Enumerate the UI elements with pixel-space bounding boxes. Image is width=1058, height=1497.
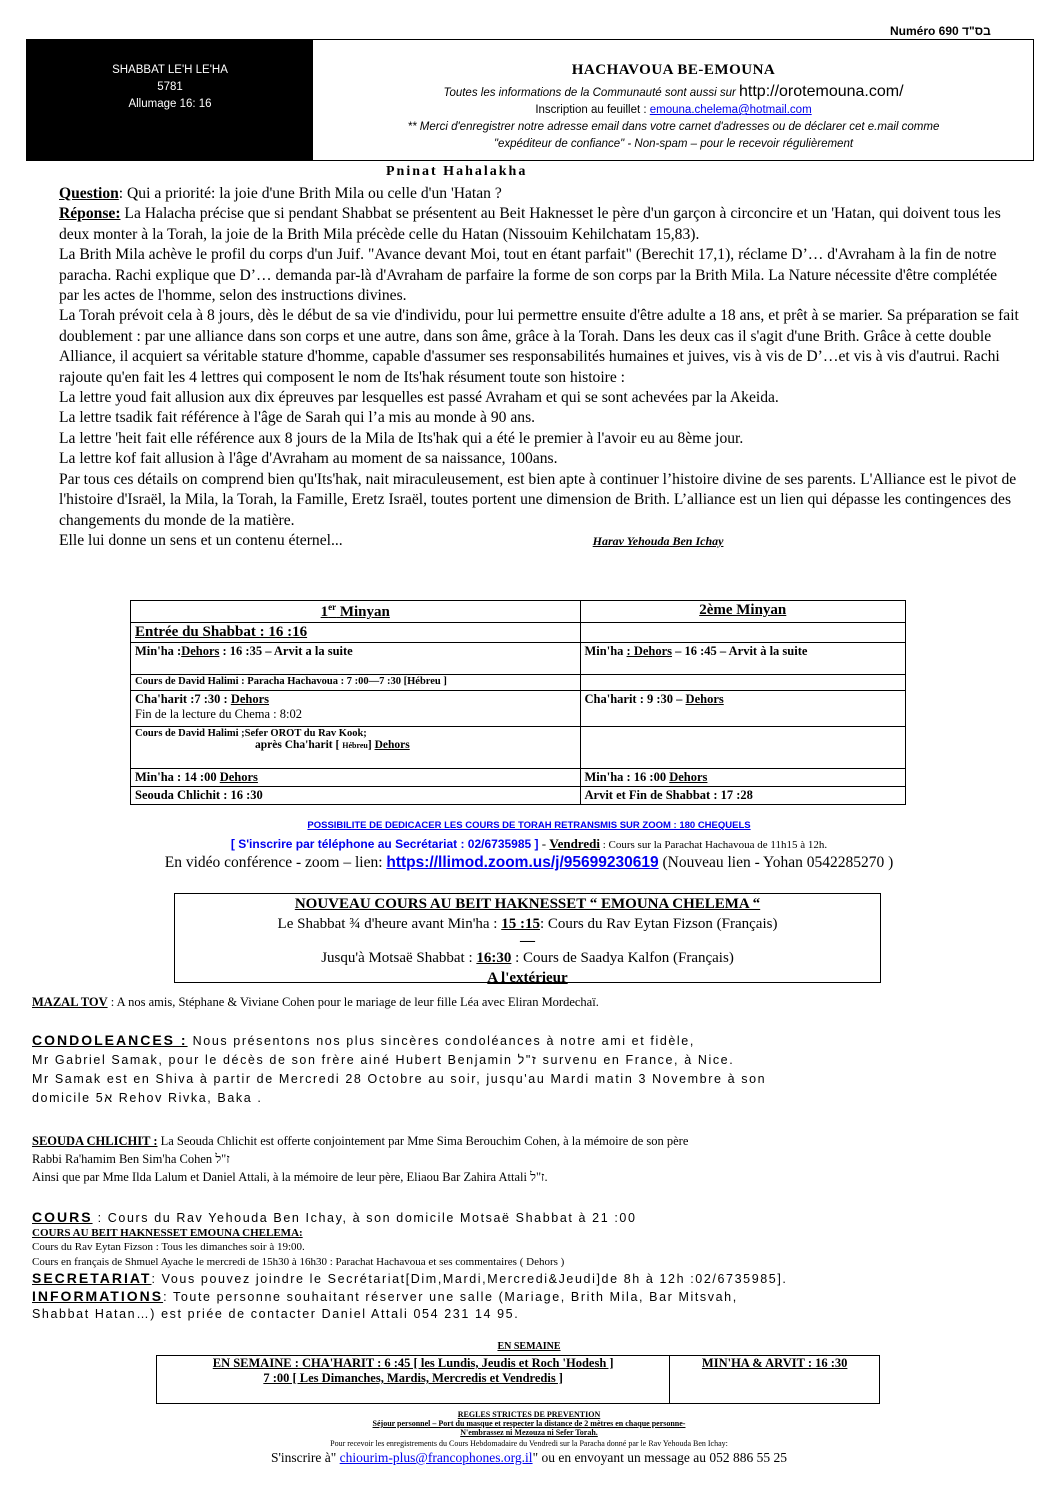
paragraph: La lettre 'heit fait elle référence aux 8 jours de la Mila de Its'hak qui a été le premier à l'avoir eu au 8ème jour. <box>59 429 744 447</box>
cours-david-2: Cours de David Halimi ;Sefer OROT du Rav Kook; après Cha'harit [ Hébreu] Dehors <box>131 727 581 769</box>
nouveau-line-3: A l'extérieur <box>487 970 568 986</box>
minha-afternoon-1: Min'ha : 14 :00 Dehors <box>131 769 581 787</box>
reponse-label: Réponse: <box>59 205 121 223</box>
paragraph: La Brith Mila achève le profil du corps d'un Juif. "Avance devant Moi, tout en étant parfait" (Berechit 17,1), réclame D’… d'Avraham à la fin de notre paracha. Rachi explique que D’… demanda par-là d'Avraham de parfaire la forme de son corps par la Brith Mila. La Nature nécessite d'être complétée par les actes de l'homme, selon des instructions divines. <box>59 246 998 305</box>
merci-line-1: ** Merci d'enregistrer notre adresse email dans votre carnet d'adresses ou de déclarer cet e.mail comme <box>407 121 940 133</box>
condoleances-label: CONDOLEANCES : <box>32 1032 188 1048</box>
shaharit-2: Cha'harit : 9 :30 – Dehors <box>580 691 906 727</box>
newsletter-title: HACHAVOUA BE-EMOUNA <box>571 62 776 78</box>
semaine-line-2: 7 :00 [ Les Dimanches, Mardis, Mercredis et Vendredis ] <box>263 1371 563 1385</box>
site-link[interactable]: http://orotemouna.com/ <box>739 83 904 100</box>
article-title: Pninat Hahalakha <box>386 164 528 179</box>
minha-afternoon-2: Min'ha : 16 :00 Dehors <box>580 769 906 787</box>
reponse-text: La Halacha précise que si pendant Shabbat se présentent au Beit Haknesset le père d'un garçon à circoncire et un 'Hatan, qui doivent tous les deux monter à la Torah, la joie de la Brith Mila précède celle du Hatan (Nissouim Kehilchatam 15,83). <box>59 205 1001 243</box>
parasha-name: SHABBAT LE'H LE'HA <box>112 64 228 76</box>
issue-number: Numéro 690 בס"ד <box>890 24 991 38</box>
nouveau-line-1: Le Shabbat ¾ d'heure avant Min'ha : 15 :15: Cours du Rav Eytan Fizson (Français) <box>277 916 778 932</box>
signature: Harav Yehouda Ben Ichay <box>592 533 724 548</box>
entree-shabbat: Entrée du Shabbat : 16 :16 <box>131 623 581 643</box>
paragraph: Par tous ces détails on comprend bien qu'Its'hak, nait miraculeusement, est bien apte à continuer l’histoire divine de ses parents. L'Alliance est le pivot de l'histoire d'Israël, la Mila, la Torah, la Famille, Eretz Israël, toutes portent une dimension de Brith. L’alliance est un lien qui dépasse les contingences des changements du monde de la matière. <box>59 470 1017 529</box>
last-line: Elle lui donne un sens et un contenu éternel... <box>59 531 343 549</box>
mazal-tov-label: MAZAL TOV <box>32 995 108 1009</box>
nouveau-line-2: Jusqu'à Motsaë Shabbat : 16:30 : Cours de Saadya Kalfon (Français) <box>321 950 734 966</box>
minyan-1-header: 1er Minyan <box>131 601 581 623</box>
chiourim-email-link[interactable]: chiourim-plus@francophones.org.il <box>339 1450 533 1465</box>
zoom-link[interactable]: https://llimod.zoom.us/j/95699230619 <box>386 854 659 871</box>
nouveau-cours-title: NOUVEAU COURS AU BEIT HAKNESSET “ EMOUNA CHELEMA “ <box>294 896 761 912</box>
paragraph: La lettre tsadik fait référence à l'âge de Sarah qui l’a mis au monde à 90 ans. <box>59 409 536 427</box>
announcements <box>32 995 1032 1323</box>
footer-rule: Séjour personnel – Port du masque et respecter la distance de 2 mètres en chaque personne- <box>372 1419 686 1428</box>
question-label: Question <box>59 185 119 202</box>
seouda-line: Rabbi Ra'hamim Ben Sim'ha Cohen ז"ל <box>32 1152 230 1166</box>
paragraph: La Torah prévoit cela à 8 jours, dès le début de sa vie d'individu, pour lui permettre ensuite d'être adulte a 18 ans, et prêt à se marier. Sa préparation se fait doublement : par une alliance dans son corps et une autre, dans son âme, grâce à la Torah. Dans les deux cas il s'agit d'une Brith. Grâce à cette double Alliance, il acquiert sa véritable stature d'homme, capable d'assumer ses responsabilités humaines et juives, vis à vis de D’…et vis à vis d'autrui. Rachi rajoute qu'en fait les 4 lettres qui composent le nom de Its'hak résument toute son histoire : <box>59 307 1019 386</box>
allumage: Allumage 16: 16 <box>128 98 212 110</box>
paragraph: La lettre kof fait allusion à l'âge d'Avraham au moment de sa naissance, 100ans. <box>59 450 558 468</box>
seouda-line: La Seouda Chlichit est offerte conjointement par Mme Sima Berouchim Cohen, à la mémoire de son père <box>157 1134 689 1148</box>
header-info <box>314 40 1033 160</box>
video-conference-line: En vidéo conférence - zoom – lien: https://llimod.zoom.us/j/95699230619 (Nouveau lien - Yohan 0542285270 ) <box>164 854 894 871</box>
seouda-chlichit-time: Seouda Chlichit : 16 :30 <box>131 787 581 805</box>
semaine-line-1: EN SEMAINE : CHA'HARIT : 6 :45 [ les Lundis, Jeudis et Roch 'Hodesh ] <box>212 1356 614 1370</box>
inscription-prefix: Inscription au feuillet : <box>535 104 650 116</box>
header-box <box>26 39 1034 161</box>
cours-label: COURS <box>32 1209 93 1225</box>
condoleances-line: Nous présentons nos plus sincères condoléances à notre ami et fidèle, <box>187 1034 695 1048</box>
footer-subscribe: S'inscrire à" chiourim-plus@francophones.org.il" ou en envoyant un message au 052 886 55 25 <box>270 1450 788 1465</box>
informations-text: Shabbat Hatan…) est priée de contacter Daniel Attali 054 231 14 95. <box>32 1307 520 1321</box>
cours-bh-line: Cours en français de Shmuel Ayache le mercredi de 15h30 à 16h30 : Parachat Hachavoua et ses commentaires ( Dehors ) <box>32 1256 565 1268</box>
empty-cell <box>580 675 906 691</box>
arvit-fin-shabbat: Arvit et Fin de Shabbat : 17 :28 <box>580 787 906 805</box>
footer-recording-note: Pour recevoir les enregistrements du Cours Hebdomadaire du Vendredi sur la Paracha donné par le Rav Yehouda Ben Ichay: <box>330 1439 728 1448</box>
nouveau-cours-box <box>174 893 881 986</box>
seouda-label: SEOUDA CHLICHIT : <box>32 1134 158 1148</box>
cours-text: : Cours du Rav Yehouda Ben Ichay, à son domicile Motsaë Shabbat à 21 :00 <box>92 1211 637 1225</box>
mazal-tov-text: : A nos amis, Stéphane & Viviane Cohen pour le mariage de leur fille Léa avec Eliran Mordechaï. <box>107 995 599 1009</box>
year: 5781 <box>157 81 183 93</box>
header-shabbat-info <box>27 40 313 160</box>
email-link[interactable]: emouna.chelema@hotmail.com <box>649 104 812 116</box>
footer-rules-title: REGLES STRICTES DE PREVENTION <box>457 1410 601 1419</box>
cours-bh-line: Cours du Rav Eytan Fizson : Tous les dimanches soir à 19:00. <box>32 1241 305 1253</box>
question-text: : Qui a priorité: la joie d'une Brith Mila ou celle d'un 'Hatan ? <box>118 185 502 202</box>
merci-line-2: "expéditeur de confiance" - Non-spam – pour le recevoir régulièrement <box>493 138 854 150</box>
seouda-line: Ainsi que par Mme Ilda Lalum et Daniel Attali, à la mémoire de leur père, Eliaou Bar Zahira Attali ז"ל. <box>32 1170 548 1184</box>
condoleances-line: Mr Gabriel Samak, pour le décès de son frère ainé Hubert Benjamin ז"ל survenu en France, à Nice. <box>32 1053 735 1067</box>
minyan-table <box>130 600 906 805</box>
en-semaine-title: EN SEMAINE <box>497 1341 561 1352</box>
empty-cell <box>580 727 906 769</box>
fin-chema: Fin de la lecture du Chema : 8:02 <box>135 707 302 721</box>
minyan-2-header: 2ème Minyan <box>580 601 906 623</box>
informations-label: INFORMATIONS <box>32 1288 164 1304</box>
en-semaine-table <box>156 1355 880 1404</box>
dedicace-note: POSSIBILITE DE DEDICACER LES COURS DE TORAH RETRANSMIS SUR ZOOM : 180 CHEQUELS <box>307 820 751 831</box>
cours-bh-title: COURS AU BEIT HAKNESSET EMOUNA CHELEMA: <box>32 1227 303 1239</box>
minha-arvit-semaine: MIN'HA & ARVIT : 16 :30 <box>670 1356 880 1404</box>
article-body <box>59 184 1019 551</box>
secretariat-label: SECRETARIAT <box>32 1270 152 1286</box>
empty-cell <box>580 623 906 643</box>
minha-2: Min'ha : Dehors – 16 :45 – Arvit à la suite <box>580 643 906 675</box>
condoleances-line: Mr Samak est en Shiva à partir de Mercredi 28 Octobre au soir, jusqu'au Mardi matin 3 Novembre à son <box>32 1072 767 1086</box>
cours-david-1: Cours de David Halimi : Paracha Hachavoua : 7 :00—7 :30 [Hébreu ] <box>131 675 581 691</box>
shaharit-1: Cha'harit :7 :30 : Dehors Fin de la lecture du Chema : 8:02 <box>131 691 581 727</box>
informations-text: : Toute personne souhaitant réserver une salle (Mariage, Brith Mila, Bar Mitsvah, <box>163 1290 738 1304</box>
secretariat-text: : Vous pouvez joindre le Secrétariat[Dim,Mardi,Mercredi&Jeudi]de 8h à 12h :02/6735985]. <box>151 1272 788 1286</box>
separator: — <box>520 933 535 949</box>
info-prefix: Toutes les informations de la Communauté sont aussi sur <box>443 87 739 99</box>
paragraph: La lettre youd fait allusion aux dix épreuves par lesquelles est passé Avraham et qui se sont achevées par la Akeida. <box>59 389 779 407</box>
inscription-line: [ S'inscrire par téléphone au Secrétariat : 02/6735985 ] - Vendredi : Cours sur la Parachat Hachavoua de 11h15 à 12h. <box>230 836 828 851</box>
footer-rule: N'embrassez ni Mezouza ni Sefer Torah. <box>460 1428 598 1437</box>
minha-1: Min'ha :Dehors : 16 :35 – Arvit a la suite <box>131 643 581 675</box>
condoleances-line: domicile 5א Rehov Rivka, Baka . <box>32 1091 263 1105</box>
